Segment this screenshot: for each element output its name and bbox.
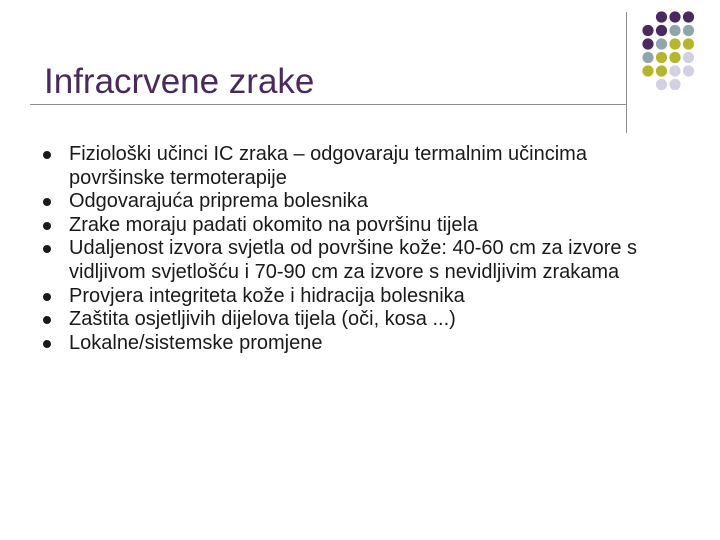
- slide-title: Infracrvene zrake: [44, 62, 315, 101]
- decorative-dot: [642, 25, 653, 36]
- decorative-dot: [656, 79, 667, 90]
- bullet-item: [42, 214, 682, 238]
- bullet-icon: [43, 198, 51, 206]
- bullet-item: [42, 237, 682, 284]
- decorative-dot: [683, 52, 694, 63]
- bullet-item: [42, 285, 682, 309]
- decorative-dot: [656, 25, 667, 36]
- decorative-dot: [656, 52, 667, 63]
- bullet-text: Odgovarajuća priprema bolesnika: [69, 190, 369, 213]
- bullet-icon: [43, 316, 51, 324]
- decorative-dot: [669, 11, 680, 22]
- bullet-text: Zaštita osjetljivih dijelova tijela (oči, kosa ...): [69, 308, 456, 331]
- bullet-item: [42, 190, 682, 214]
- decorative-dot: [669, 38, 680, 49]
- bullet-icon: [43, 340, 51, 348]
- bullet-item: [42, 308, 682, 332]
- vertical-divider: [626, 12, 627, 133]
- decorative-dot: [642, 65, 653, 76]
- bullet-icon: [43, 151, 51, 159]
- decorative-dot: [656, 38, 667, 49]
- decorative-dot: [683, 38, 694, 49]
- decorative-dot: [656, 11, 667, 22]
- bullet-text: Udaljenost izvora svjetla od površine kože: 40-60 cm za izvore s vidljivom svjetlošću i 70-90 cm za izvore s nevidljivim zrakama: [69, 237, 638, 283]
- decorative-dot: [656, 65, 667, 76]
- decorative-dot: [669, 52, 680, 63]
- bullet-text: Fiziološki učinci IC zraka – odgovaraju termalnim učincima površinske termoterapije: [69, 143, 587, 189]
- decorative-dot: [683, 11, 694, 22]
- decorative-dot: [669, 79, 680, 90]
- decorative-dot: [669, 65, 680, 76]
- decorative-dot: [642, 52, 653, 63]
- bullet-item: [42, 143, 682, 190]
- bullet-list: [42, 143, 682, 355]
- title-divider: [30, 104, 626, 105]
- decorative-dot: [683, 25, 694, 36]
- decorative-dot: [642, 38, 653, 49]
- bullet-text: Provjera integriteta kože i hidracija bolesnika: [69, 284, 465, 307]
- decorative-dot: [669, 25, 680, 36]
- bullet-icon: [43, 293, 51, 301]
- bullet-item: [42, 332, 682, 356]
- bullet-text: Lokalne/sistemske promjene: [69, 331, 323, 354]
- bullet-icon: [43, 222, 51, 230]
- bullet-text: Zrake moraju padati okomito na površinu tijela: [69, 213, 479, 236]
- decorative-dot: [683, 65, 694, 76]
- bullet-icon: [43, 245, 51, 253]
